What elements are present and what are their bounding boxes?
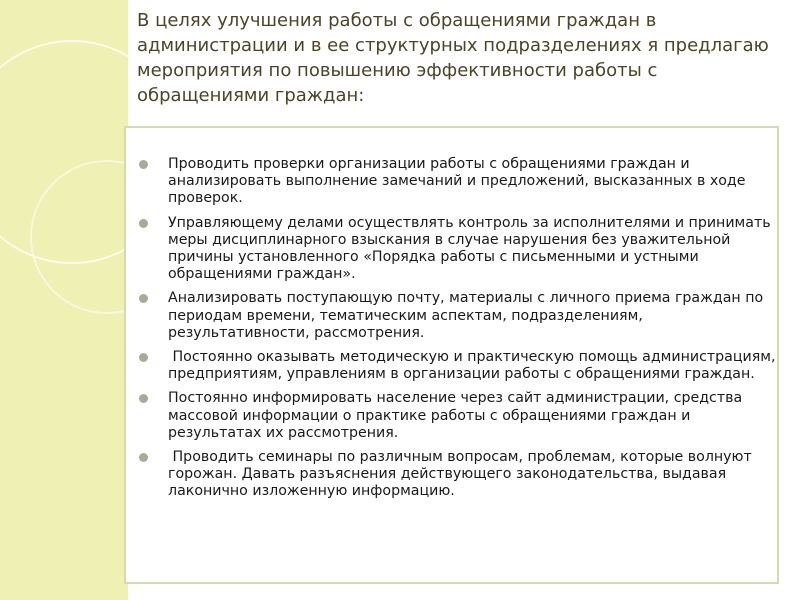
list-item: [138, 390, 778, 442]
list-item-text: Проводить проверки организации работы с обращениями граждан и анализировать выполнение замечаний и предложений, высказанных в ходе проверок.: [168, 156, 746, 207]
slide-title: В целях улучшения работы с обращениями граждан в администрации и в ее структурных подразделениях я предлагаю мероприятия по повышению эффективности работы с обращениями граждан:: [137, 10, 769, 106]
list-item: [138, 349, 778, 383]
bullet-icon: [139, 294, 148, 303]
bullet-icon: [139, 353, 148, 362]
list-item-text: Проводить семинары по различным вопросам, проблемам, которые волнуют горожан. Давать разъяснения действующего законодательства, выдавая лаконично изложенную информацию.: [168, 449, 757, 500]
bullet-icon: [139, 453, 148, 462]
bullet-icon: [139, 394, 148, 403]
list-item-text: Постоянно оказывать методическую и практическую помощь администрациям, предприятиям, управлениям в организации работы с обращениями граждан.: [168, 349, 780, 383]
decorative-side-band: [0, 0, 128, 600]
bullet-icon: [139, 219, 148, 228]
list-item-text: Анализировать поступающую почту, материалы с личного приема граждан по периодам времени, тематическим аспектам, подразделениям, результативности, рассмотрения.: [168, 290, 764, 341]
list-item: [138, 290, 778, 342]
list-item-text: Управляющему делами осуществлять контроль за исполнителями и принимать меры дисциплинарного взыскания в случае нарушения без уважительной причины установленного «Порядка работы с письменными и устными обращениями граждан».: [168, 214, 771, 283]
bullet-icon: [139, 160, 148, 169]
list-item-text: Постоянно информировать население через сайт администрации, средства массовой информации о практике работы с обращениями граждан и результатах их рассмотрения.: [168, 390, 743, 441]
list-item: [138, 449, 778, 501]
list-item: [138, 215, 778, 284]
measures-list: [138, 156, 778, 508]
list-item: [138, 156, 778, 208]
